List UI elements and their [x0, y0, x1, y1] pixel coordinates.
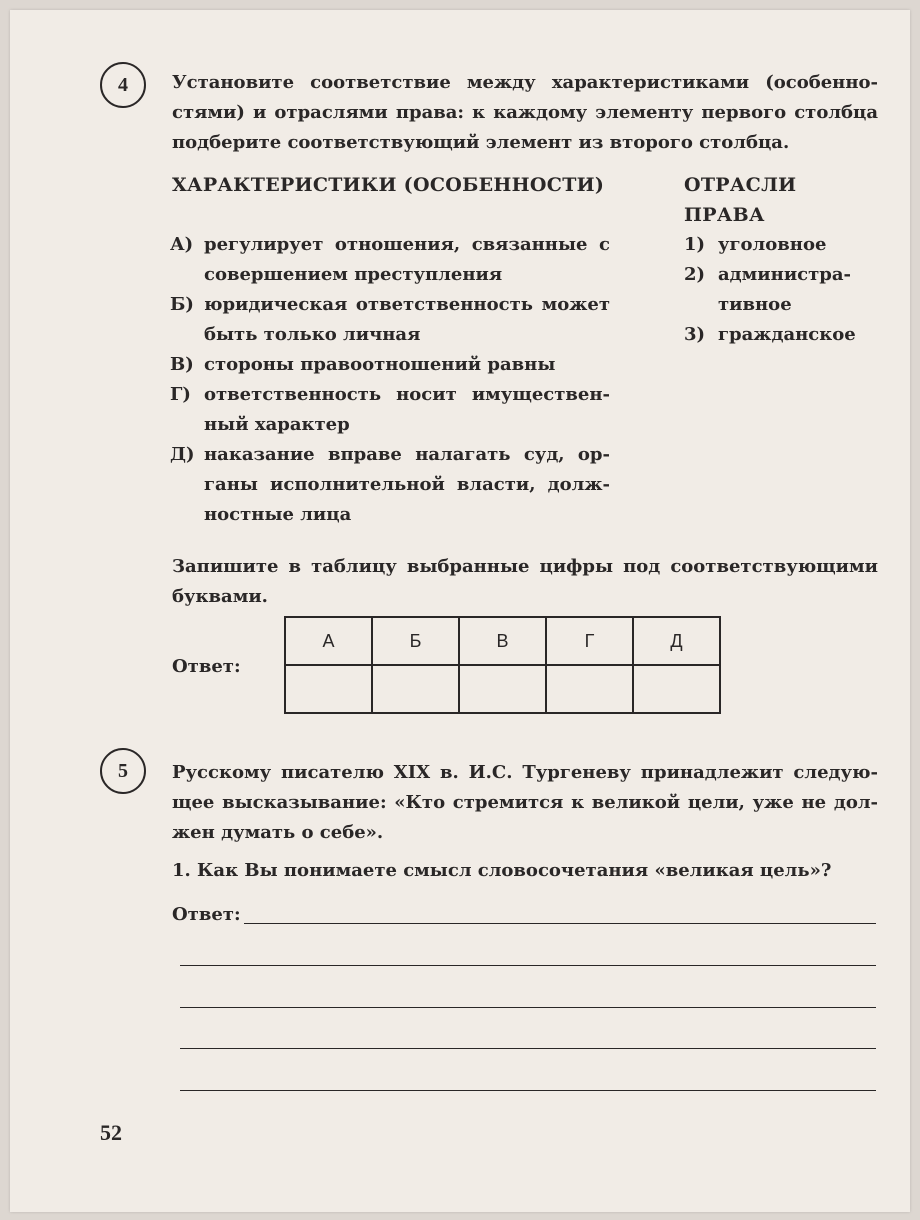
characteristic-a [170, 230, 610, 290]
q4-intro [172, 68, 878, 158]
branch-text: уголовное [718, 234, 827, 255]
q4-intro-line: стями) и отраслями права: к каждому элементу первого столбца [172, 102, 878, 123]
branches-header [684, 170, 796, 230]
characteristic-text: юридическая ответственность может быть только личная [204, 294, 610, 345]
answer-cell-a[interactable] [285, 665, 372, 713]
answer-table-header: А [285, 617, 372, 665]
characteristic-text: стороны правоотношений равны [204, 354, 556, 375]
q4-instruction: Запишите в таблицу выбранные цифры под соответствующими буквами. [172, 556, 878, 607]
question-number-5: 5 [100, 748, 146, 794]
characteristic-letter: Г) [170, 384, 191, 405]
answer-cell-g[interactable] [546, 665, 633, 713]
q4-intro-line: Установите соответствие между характеристиками (особенно- [172, 72, 878, 93]
characteristic-d [170, 440, 610, 530]
characteristic-text: ответственность носит имуществен- ный характер [204, 384, 610, 435]
branches-header-line: ПРАВА [684, 204, 765, 226]
branch-text: гражданское [718, 324, 856, 345]
branch-text: администра- тивное [718, 264, 852, 315]
answer-line[interactable] [180, 1090, 876, 1091]
characteristic-letter: В) [170, 354, 194, 375]
answer-cell-b[interactable] [372, 665, 459, 713]
question-number-4: 4 [100, 62, 146, 108]
q4-intro-line: подберите соответствующий элемент из второго столбца. [172, 132, 790, 153]
branch-number: 1) [684, 234, 706, 255]
characteristic-letter: А) [170, 234, 194, 255]
branches-header-line: ОТРАСЛИ [684, 174, 797, 196]
characteristic-g [170, 380, 610, 440]
q5-answer-label: Ответ: [172, 904, 241, 925]
characteristic-letter: Д) [170, 444, 195, 465]
answer-table-header: Д [633, 617, 720, 665]
answer-table-header: В [459, 617, 546, 665]
answer-line[interactable] [180, 1007, 876, 1008]
answer-table-header: Г [546, 617, 633, 665]
q5-intro: Русскому писателю XIX в. И.С. Тургеневу принадлежит следую- щее высказывание: «Кто стремится к великой цели, уже не дол- жен думать о себе». [172, 762, 878, 843]
answer-line[interactable] [180, 1048, 876, 1049]
answer-line[interactable] [244, 923, 876, 924]
answer-cell-d[interactable] [633, 665, 720, 713]
characteristic-text: наказание вправе налагать суд, ор- ганы исполнительной власти, долж- ностные лица [204, 444, 610, 525]
branch-number: 3) [684, 324, 706, 345]
characteristics-header: ХАРАКТЕРИСТИКИ (ОСОБЕННОСТИ) [172, 174, 605, 196]
characteristic-text: регулирует отношения, связанные с совершением преступления [204, 234, 610, 285]
answer-line[interactable] [180, 965, 876, 966]
branch-2 [684, 260, 884, 320]
branch-1 [684, 230, 884, 260]
answer-cell-v[interactable] [459, 665, 546, 713]
page-number: 52 [100, 1120, 122, 1145]
q4-answer-label: Ответ: [172, 656, 241, 677]
branch-3 [684, 320, 884, 350]
characteristic-letter: Б) [170, 294, 194, 315]
answer-table [284, 616, 721, 714]
branch-number: 2) [684, 264, 706, 285]
q5-question: 1. Как Вы понимаете смысл словосочетания «великая цель»? [172, 860, 832, 881]
characteristic-b [170, 290, 610, 350]
characteristic-v [170, 350, 610, 380]
answer-table-header: Б [372, 617, 459, 665]
